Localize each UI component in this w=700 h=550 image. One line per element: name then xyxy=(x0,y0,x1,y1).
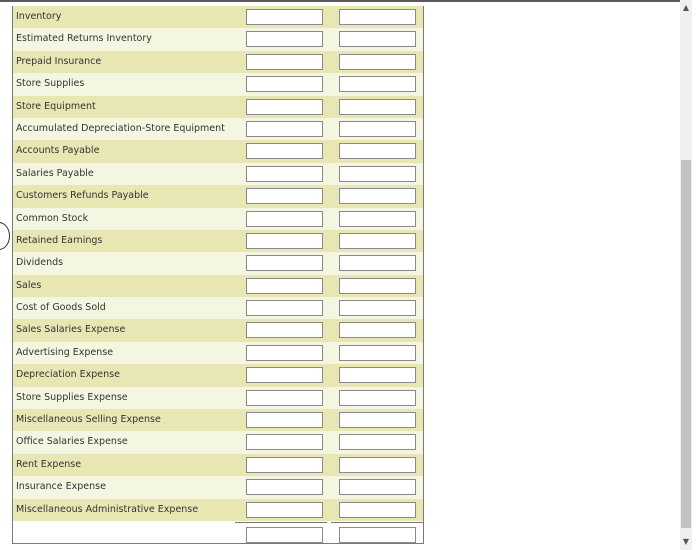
table-row xyxy=(13,342,423,364)
table-row xyxy=(13,6,423,28)
debit-input[interactable] xyxy=(246,345,323,361)
credit-input[interactable] xyxy=(339,143,416,159)
account-label: Miscellaneous Selling Expense xyxy=(16,414,161,426)
table-row xyxy=(13,73,423,95)
account-label: Accounts Payable xyxy=(16,145,100,157)
credit-input[interactable] xyxy=(339,76,416,92)
account-label: Advertising Expense xyxy=(16,346,114,358)
table-row xyxy=(13,297,423,319)
credit-input[interactable] xyxy=(339,502,416,518)
table-row xyxy=(13,51,423,73)
credit-input[interactable] xyxy=(339,412,416,428)
debit-input[interactable] xyxy=(246,255,323,271)
table-row xyxy=(13,364,423,386)
table-row xyxy=(13,163,423,185)
account-label: Store Supplies Expense xyxy=(16,391,128,403)
table-row xyxy=(13,431,423,453)
table-row xyxy=(13,476,423,498)
table-row xyxy=(13,499,423,521)
credit-total-input[interactable] xyxy=(339,527,416,543)
debit-input[interactable] xyxy=(246,143,323,159)
debit-total-input[interactable] xyxy=(246,527,323,543)
account-label: Insurance Expense xyxy=(16,481,106,493)
debit-input[interactable] xyxy=(246,233,323,249)
account-label: Estimated Returns Inventory xyxy=(16,33,152,45)
account-label: Customers Refunds Payable xyxy=(16,190,149,202)
debit-input[interactable] xyxy=(246,99,323,115)
credit-input[interactable] xyxy=(339,457,416,473)
table-row xyxy=(13,230,423,252)
debit-input[interactable] xyxy=(246,211,323,227)
total-rule xyxy=(331,522,423,523)
account-label: Inventory xyxy=(16,11,62,22)
credit-input[interactable] xyxy=(339,434,416,450)
total-rule xyxy=(235,522,327,523)
debit-input[interactable] xyxy=(246,121,323,137)
credit-input[interactable] xyxy=(339,99,416,115)
credit-input[interactable] xyxy=(339,300,416,316)
debit-input[interactable] xyxy=(246,390,323,406)
table-row xyxy=(13,185,423,207)
credit-input[interactable] xyxy=(339,54,416,70)
debit-input[interactable] xyxy=(246,300,323,316)
credit-input[interactable] xyxy=(339,390,416,406)
table-row xyxy=(13,208,423,230)
debit-input[interactable] xyxy=(246,278,323,294)
credit-input[interactable] xyxy=(339,188,416,204)
debit-input[interactable] xyxy=(246,367,323,383)
debit-input[interactable] xyxy=(246,322,323,338)
debit-input[interactable] xyxy=(246,31,323,47)
credit-input[interactable] xyxy=(339,278,416,294)
account-label: Prepaid Insurance xyxy=(16,55,102,67)
table-row xyxy=(13,118,423,140)
debit-input[interactable] xyxy=(246,412,323,428)
debit-input[interactable] xyxy=(246,188,323,204)
debit-input[interactable] xyxy=(246,502,323,518)
credit-input[interactable] xyxy=(339,31,416,47)
account-label: Cost of Goods Sold xyxy=(16,302,106,314)
trial-balance-table xyxy=(12,6,424,544)
table-row xyxy=(13,28,423,50)
debit-input[interactable] xyxy=(246,434,323,450)
account-label: Dividends xyxy=(16,257,64,269)
account-label: Common Stock xyxy=(16,212,89,224)
credit-input[interactable] xyxy=(339,255,416,271)
account-label: Sales xyxy=(16,279,42,291)
table-row xyxy=(13,140,423,162)
table-row xyxy=(13,319,423,341)
debit-input[interactable] xyxy=(246,166,323,182)
account-label: Sales Salaries Expense xyxy=(16,324,126,336)
credit-input[interactable] xyxy=(339,9,416,25)
credit-input[interactable] xyxy=(339,367,416,383)
debit-input[interactable] xyxy=(246,9,323,25)
credit-input[interactable] xyxy=(339,211,416,227)
account-label: Store Supplies xyxy=(16,78,85,90)
table-row xyxy=(13,409,423,431)
credit-input[interactable] xyxy=(339,166,416,182)
credit-input[interactable] xyxy=(339,322,416,338)
debit-input[interactable] xyxy=(246,457,323,473)
vertical-scrollbar[interactable] xyxy=(680,0,692,550)
table-row xyxy=(13,275,423,297)
account-label: Office Salaries Expense xyxy=(16,436,128,448)
debit-input[interactable] xyxy=(246,54,323,70)
debit-input[interactable] xyxy=(246,479,323,495)
account-label: Miscellaneous Administrative Expense xyxy=(16,503,199,515)
credit-input[interactable] xyxy=(339,479,416,495)
account-label: Salaries Payable xyxy=(16,167,94,179)
scroll-up-icon[interactable]: ▲ xyxy=(682,3,690,12)
credit-input[interactable] xyxy=(339,233,416,249)
scrollbar-thumb[interactable] xyxy=(681,160,691,528)
top-border xyxy=(0,0,680,2)
account-label: Depreciation Expense xyxy=(16,369,120,381)
scroll-down-icon[interactable]: ▼ xyxy=(682,537,690,546)
totals-row xyxy=(13,521,423,543)
account-label: Store Equipment xyxy=(16,100,96,112)
account-label: Accumulated Depreciation-Store Equipment xyxy=(16,122,225,134)
partial-circle-button[interactable] xyxy=(0,222,10,250)
table-row xyxy=(13,96,423,118)
account-label: Retained Earnings xyxy=(16,234,103,246)
account-label: Rent Expense xyxy=(16,458,82,470)
credit-input[interactable] xyxy=(339,345,416,361)
table-row xyxy=(13,454,423,476)
table-row xyxy=(13,387,423,409)
credit-input[interactable] xyxy=(339,121,416,137)
debit-input[interactable] xyxy=(246,76,323,92)
table-row xyxy=(13,252,423,274)
